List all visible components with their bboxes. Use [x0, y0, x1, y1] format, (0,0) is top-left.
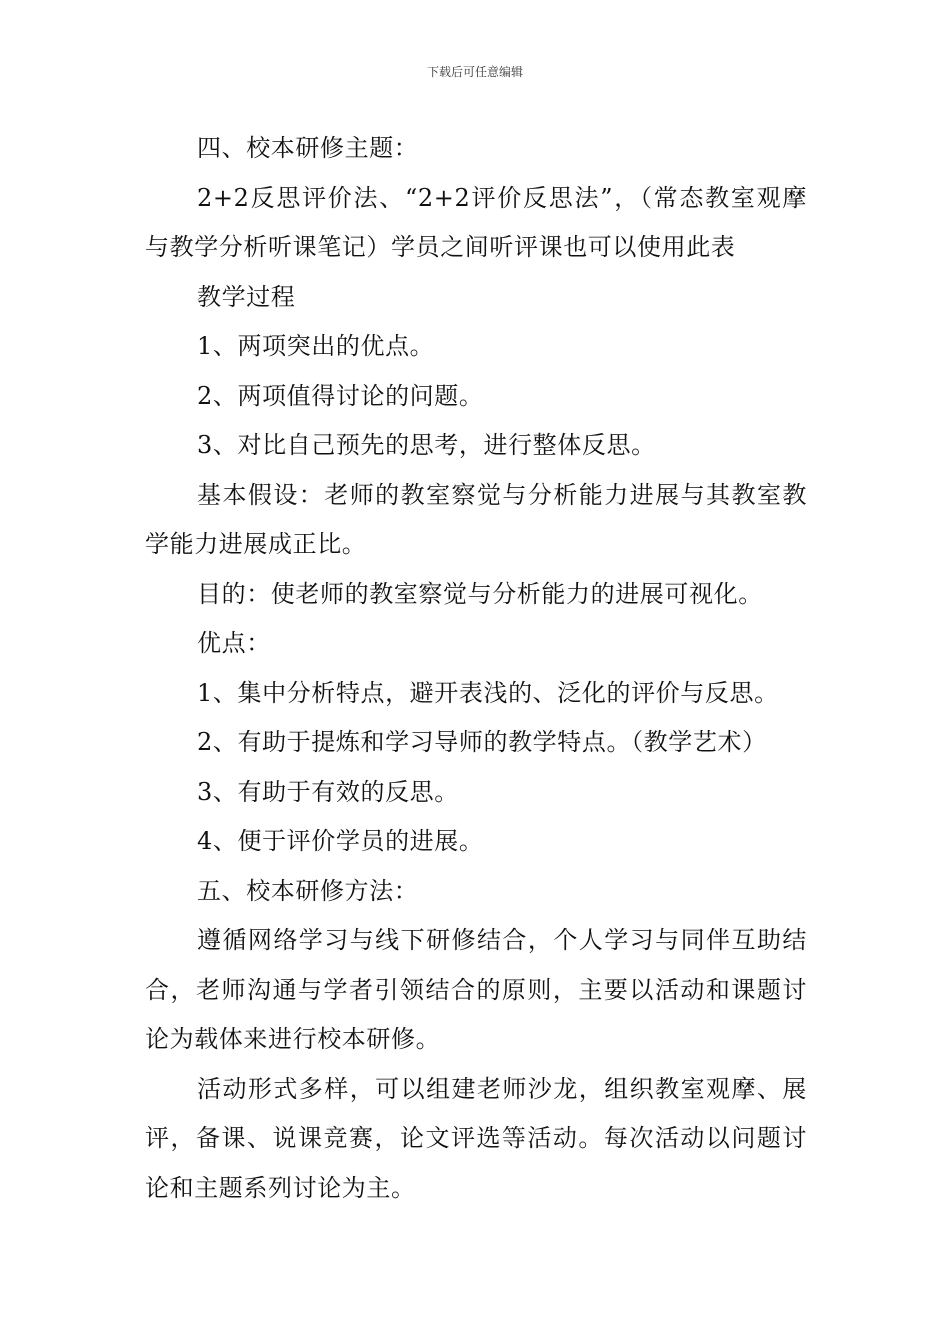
list-item: 1、集中分析特点，避开表浅的、泛化的评价与反思。	[197, 678, 779, 707]
list-item: 1、两项突出的优点。	[197, 332, 435, 360]
section-heading-4: 四、校本研修主题：	[197, 134, 419, 162]
paragraph: 教学过程	[197, 282, 296, 311]
list-item: 2、有助于提炼和学习导师的教学特点。（教学艺术）	[197, 728, 767, 756]
paragraph: 目的：使老师的教室察觉与分析能力的进展可视化。	[197, 579, 763, 608]
page-header: 下载后可任意编辑	[426, 65, 523, 79]
section-heading-5: 五、校本研修方法：	[197, 876, 419, 905]
paragraph: 优点：	[197, 629, 271, 657]
paragraph: 2+2反思评价法、“2+2评价反思法”，（常态教室观摩与教学分析听课笔记）学员之间听评课也可以使用此表	[145, 183, 807, 261]
list-item: 3、有助于有效的反思。	[197, 777, 459, 806]
paragraph: 遵循网络学习与线下研修结合，个人学习与同伴互助结合，老师沟通与学者引领结合的原则，主要以活动和课题讨论为载体来进行校本研修。	[145, 926, 807, 1053]
paragraph: 活动形式多样，可以组建老师沙龙，组织教室观摩、展评，备课、说课竞赛，论文评选等活动。每次活动以问题讨论和主题系列讨论为主。	[145, 1074, 807, 1202]
list-item: 3、对比自己预先的思考，进行整体反思。	[197, 431, 656, 459]
document-body	[145, 124, 807, 1213]
list-item: 2、两项值得讨论的问题。	[197, 381, 484, 410]
list-item: 4、便于评价学员的进展。	[197, 827, 484, 855]
paragraph: 基本假设：老师的教室察觉与分析能力进展与其教室教学能力进展成正比。	[145, 480, 807, 558]
